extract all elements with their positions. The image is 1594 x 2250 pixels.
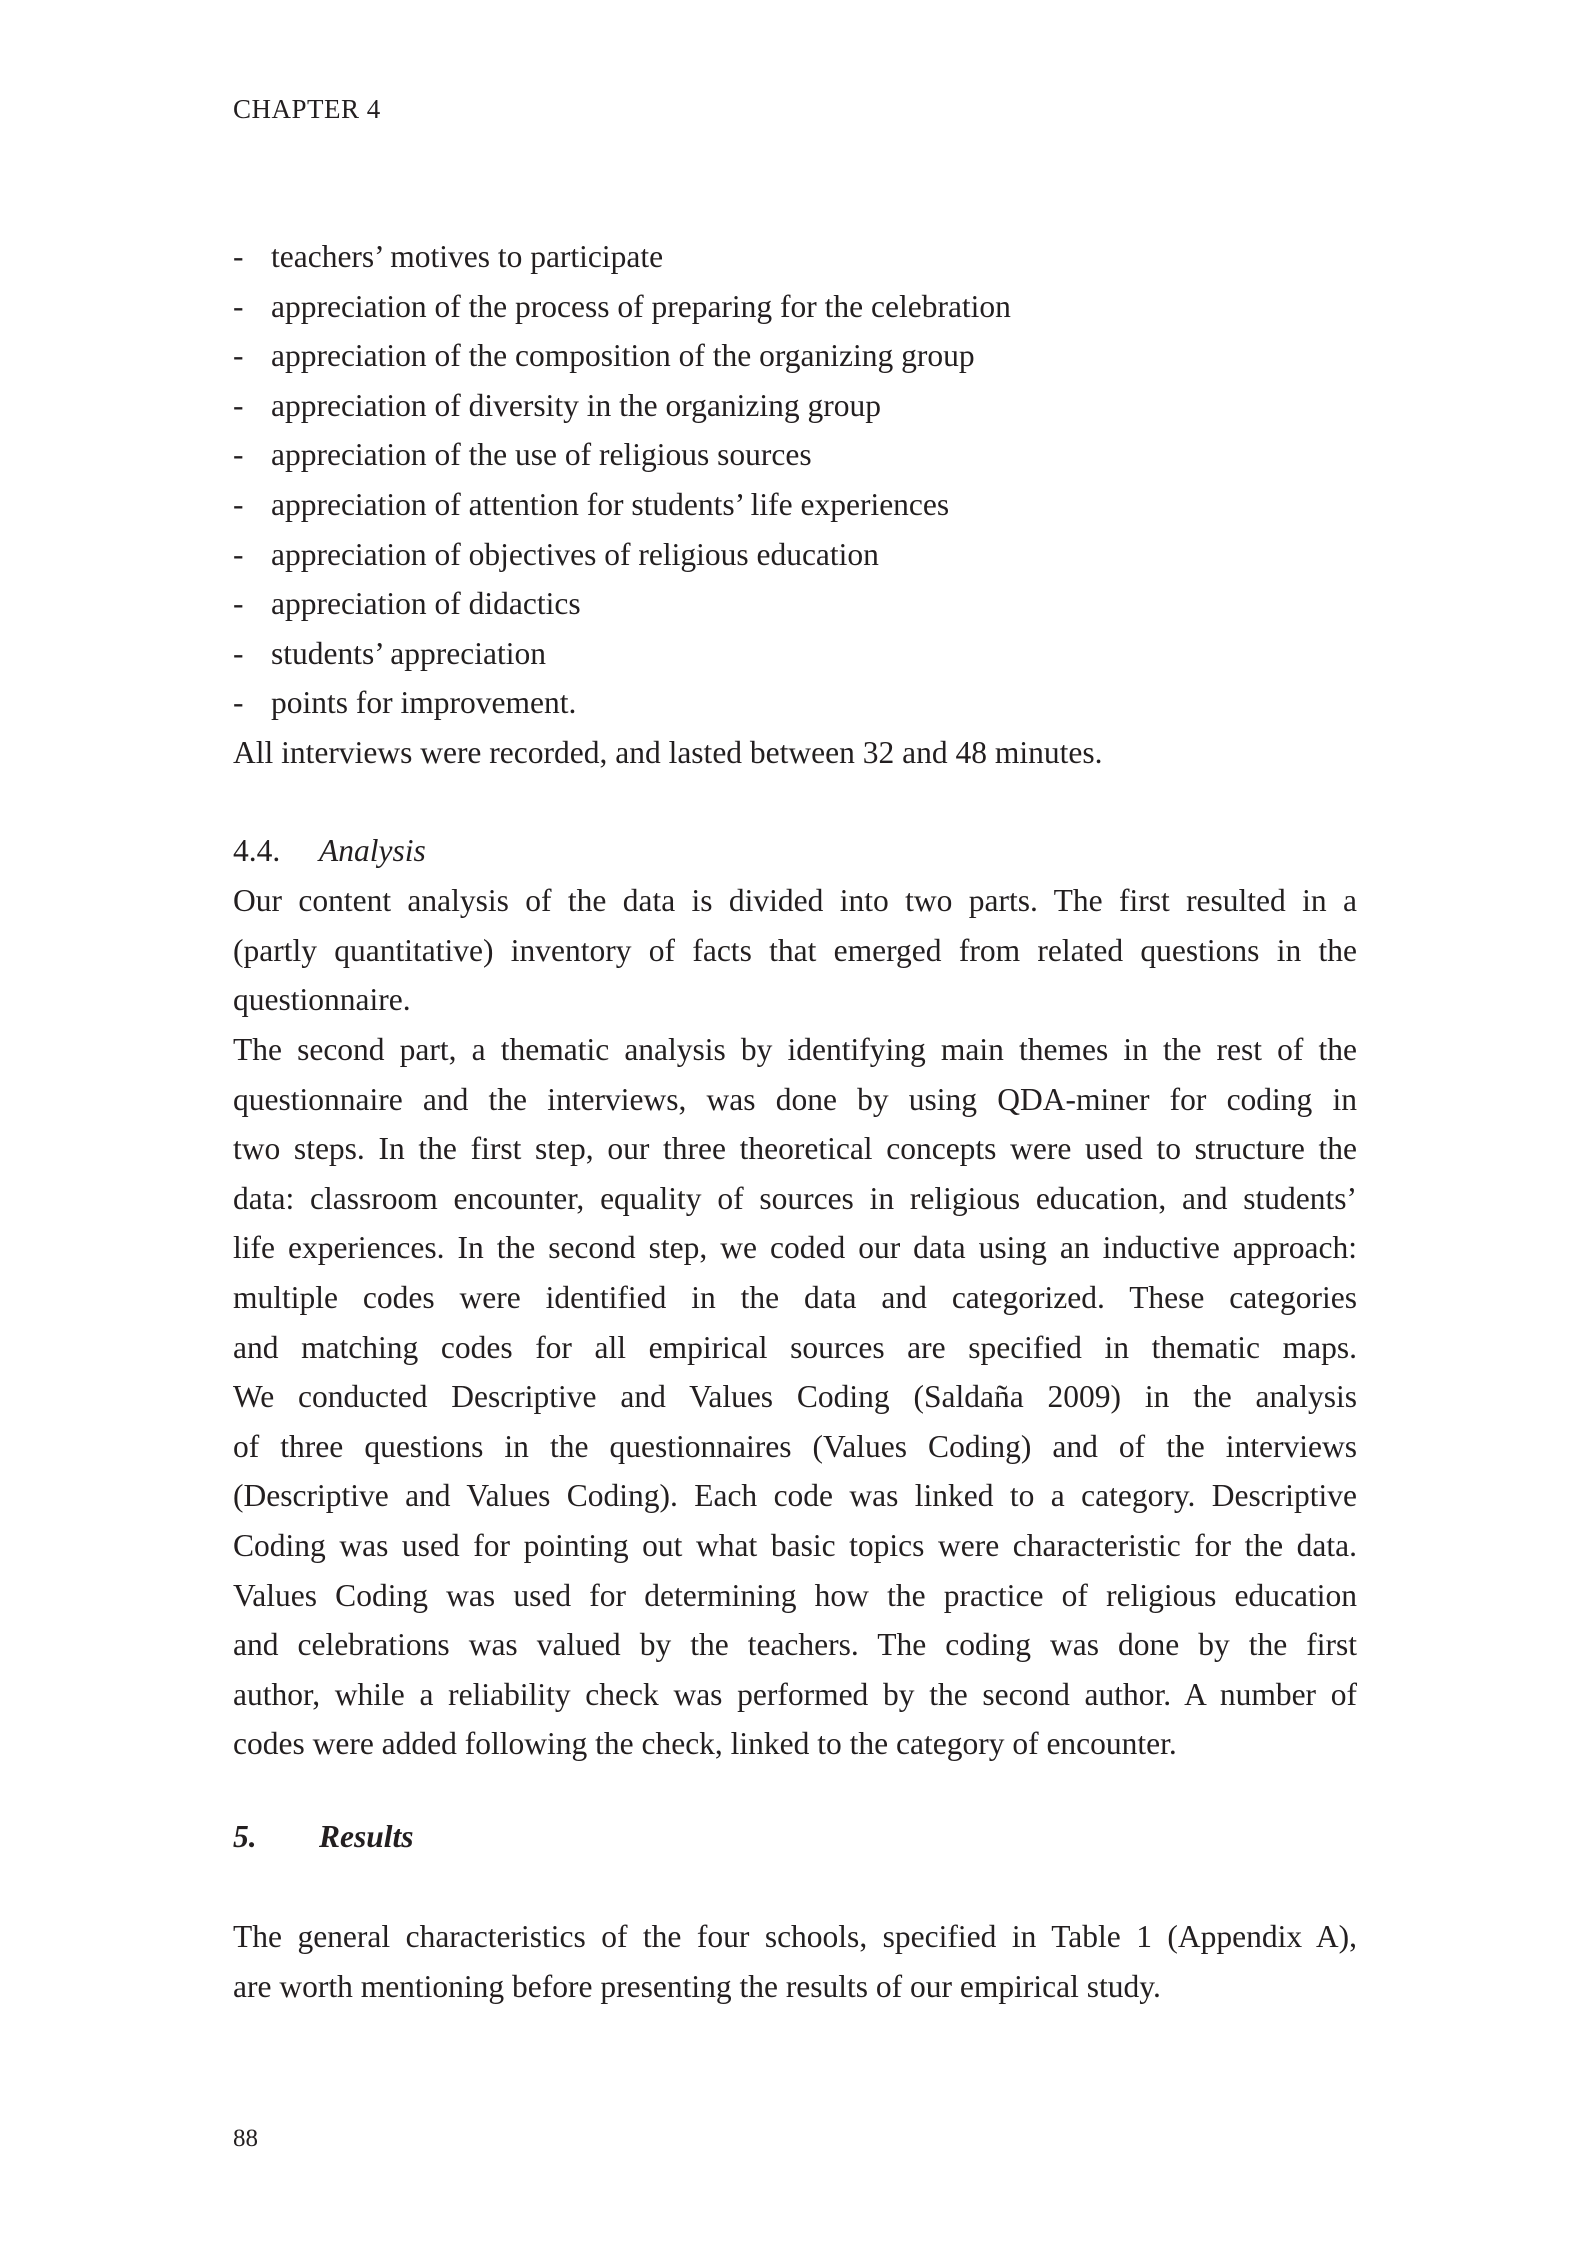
list-item-text: appreciation of diversity in the organizing group bbox=[271, 387, 882, 423]
list-item bbox=[233, 232, 1357, 282]
list-item-text: appreciation of the process of preparing for the celebration bbox=[271, 288, 1011, 324]
paragraph-line: Our content analysis of the data is divided into two parts. The first resulted in a bbox=[233, 883, 1357, 918]
paragraph-line: life experiences. In the second step, we coded our data using an inductive approach: bbox=[233, 1230, 1357, 1266]
list-item bbox=[233, 430, 1357, 480]
list-item bbox=[233, 282, 1357, 332]
list-item bbox=[233, 579, 1357, 629]
results-paragraph bbox=[233, 1912, 1357, 2011]
section-title: Results bbox=[319, 1819, 414, 1854]
paragraph-line: The second part, a thematic analysis by identifying main themes in the rest of the bbox=[233, 1032, 1357, 1067]
list-item-text: points for improvement. bbox=[271, 685, 577, 721]
bullet-dash: - bbox=[233, 239, 244, 274]
list-item-text: appreciation of didactics bbox=[271, 586, 581, 622]
bullet-dash: - bbox=[233, 586, 244, 622]
analysis-paragraph-2 bbox=[233, 1025, 1357, 1769]
paragraph-line: The general characteristics of the four schools, specified in Table 1 (Appendix A), bbox=[233, 1919, 1357, 1954]
paragraph-line: are worth mentioning before presenting the results of our empirical study. bbox=[233, 1968, 1161, 2004]
paragraph-line: two steps. In the first step, our three theoretical concepts were used to structure the bbox=[233, 1131, 1357, 1167]
section-title: Analysis bbox=[319, 833, 426, 868]
list-item-text: appreciation of attention for students’ life experiences bbox=[271, 486, 950, 522]
bullet-dash: - bbox=[233, 437, 244, 473]
running-header: CHAPTER 4 bbox=[233, 94, 381, 124]
paragraph-line: multiple codes were identified in the data and categorized. These categories bbox=[233, 1279, 1357, 1315]
paragraph-line: We conducted Descriptive and Values Coding (Saldaña 2009) in the analysis bbox=[233, 1379, 1357, 1415]
paragraph-line: of three questions in the questionnaires (Values Coding) and of the interviews bbox=[233, 1428, 1357, 1464]
list-item-text: teachers’ motives to participate bbox=[271, 239, 664, 274]
paragraph-line: Coding was used for pointing out what basic topics were characteristic for the data. bbox=[233, 1527, 1357, 1563]
list-item-text: appreciation of objectives of religious education bbox=[271, 536, 879, 572]
paragraph-line: codes were added following the check, linked to the category of encounter. bbox=[233, 1726, 1177, 1762]
section-heading-results bbox=[233, 1812, 414, 1862]
bullet-dash: - bbox=[233, 486, 244, 522]
list-item bbox=[233, 629, 1357, 679]
bullet-dash: - bbox=[233, 387, 244, 423]
list-item bbox=[233, 530, 1357, 580]
bullet-dash: - bbox=[233, 635, 244, 671]
list-item-text: students’ appreciation bbox=[271, 635, 546, 671]
paragraph-line: and celebrations was valued by the teachers. The coding was done by the first bbox=[233, 1627, 1357, 1663]
list-item bbox=[233, 678, 1357, 728]
paragraph-line: (partly quantitative) inventory of facts that emerged from related questions in the bbox=[233, 932, 1357, 968]
paragraph-line: data: classroom encounter, equality of sources in religious education, and students’ bbox=[233, 1180, 1357, 1216]
bullet-dash: - bbox=[233, 685, 244, 721]
interviews-note bbox=[233, 728, 1357, 778]
list-item bbox=[233, 480, 1357, 530]
list-item-text: appreciation of the composition of the organizing group bbox=[271, 338, 975, 374]
page-number: 88 bbox=[233, 2125, 258, 2152]
list-item bbox=[233, 381, 1357, 431]
paragraph-line: questionnaire and the interviews, was done by using QDA-miner for coding in bbox=[233, 1081, 1357, 1117]
paragraph-line: Values Coding was used for determining how the practice of religious education bbox=[233, 1577, 1357, 1613]
bullet-dash: - bbox=[233, 536, 244, 572]
paragraph-line: (Descriptive and Values Coding). Each code was linked to a category. Descriptive bbox=[233, 1478, 1357, 1514]
interview-topics-list bbox=[233, 232, 1357, 728]
list-item bbox=[233, 331, 1357, 381]
paragraph-line: author, while a reliability check was performed by the second author. A number of bbox=[233, 1676, 1357, 1712]
paragraph-line: questionnaire. bbox=[233, 982, 411, 1018]
paragraph-line: All interviews were recorded, and lasted between 32 and 48 minutes. bbox=[233, 735, 1103, 770]
analysis-paragraph-1 bbox=[233, 876, 1357, 1025]
section-number: 4.4. bbox=[233, 833, 281, 868]
bullet-dash: - bbox=[233, 338, 244, 374]
section-heading-analysis bbox=[233, 826, 426, 876]
bullet-dash: - bbox=[233, 288, 244, 324]
paragraph-line: and matching codes for all empirical sources are specified in thematic maps. bbox=[233, 1329, 1357, 1365]
list-item-text: appreciation of the use of religious sources bbox=[271, 437, 812, 473]
section-number: 5. bbox=[233, 1819, 257, 1854]
